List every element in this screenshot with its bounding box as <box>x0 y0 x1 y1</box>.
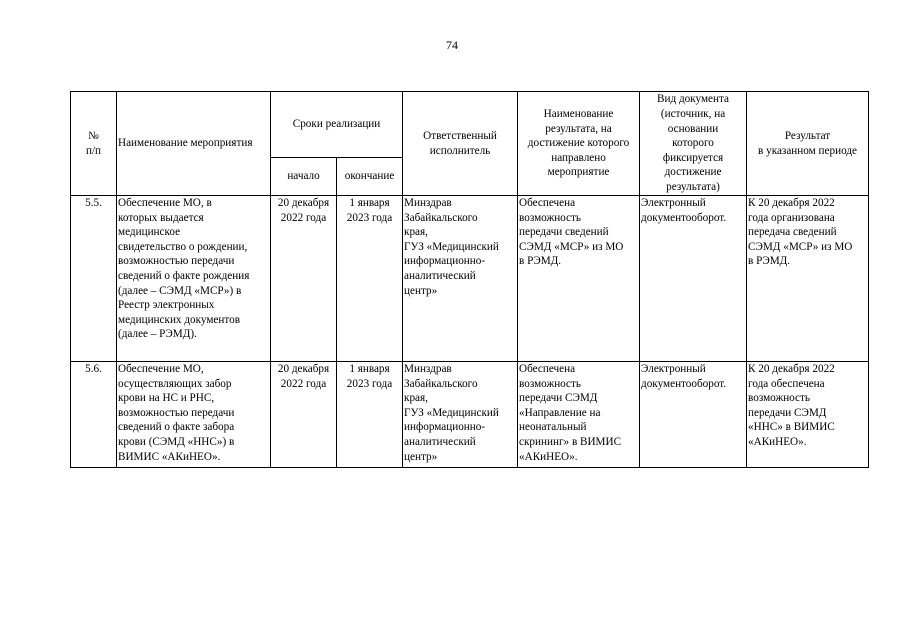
header-result-name-text: Наименование результата, на достижение которого направлено мероприятие <box>527 108 630 179</box>
header-doc-type-text: Вид документа (источник, на основании которого фиксируется достижение результата) <box>657 93 729 193</box>
cell-end: 1 января 2023 года <box>337 196 403 362</box>
cell-doc-type: Электронный документооборот. <box>640 362 747 468</box>
header-result <box>747 92 869 196</box>
header-num <box>71 92 117 196</box>
cell-name: Обеспечение МО, в которых выдается медицинское свидетельство о рождении, возможностью передачи сведений о факте рождения (далее – СЭМД «МСР») в Реестр электронных медицинских документов (далее – РЭМД). <box>117 196 271 362</box>
cell-start: 20 декабря 2022 года <box>271 196 337 362</box>
header-result-name <box>518 92 640 196</box>
cell-responsible: Минздрав Забайкальского края, ГУЗ «Медицинский информационно- аналитический центр» <box>403 362 518 468</box>
cell-doc-type: Электронный документооборот. <box>640 196 747 362</box>
cell-num: 5.5. <box>71 196 117 362</box>
header-terms-text: Сроки реализации <box>292 118 381 131</box>
header-responsible-text: Ответственный исполнитель <box>423 129 497 157</box>
cell-end: 1 января 2023 года <box>337 362 403 468</box>
cell-name: Обеспечение МО, осуществляющих забор крови на НС и РНС, возможностью передачи сведений о факте забора крови (СЭМД «ННС») в ВИМИС «АКиНЕО». <box>117 362 271 468</box>
cell-result: К 20 декабря 2022 года организована передача сведений СЭМД «МСР» из МО в РЭМД. <box>747 196 869 362</box>
header-start-text: начало <box>287 170 320 183</box>
header-terms <box>271 92 403 158</box>
cell-num: 5.6. <box>71 362 117 468</box>
table-header-row <box>71 92 869 158</box>
page-number: 74 <box>446 38 458 52</box>
header-end-text: окончание <box>344 170 395 183</box>
header-result-text: Результат в указанном периоде <box>758 129 857 157</box>
header-responsible <box>403 92 518 196</box>
table-row <box>71 196 869 362</box>
cell-responsible: Минздрав Забайкальского края, ГУЗ «Медицинский информационно- аналитический центр» <box>403 196 518 362</box>
header-name-text: Наименование мероприятия <box>118 137 253 150</box>
cell-start: 20 декабря 2022 года <box>271 362 337 468</box>
cell-result-name: Обеспечена возможность передачи сведений СЭМД «МСР» из МО в РЭМД. <box>518 196 640 362</box>
header-end <box>337 158 403 196</box>
header-name <box>117 92 271 196</box>
header-num-text: № п/п <box>85 129 102 157</box>
table-row <box>71 362 869 468</box>
cell-result-name: Обеспечена возможность передачи СЭМД «Направление на неонатальный скрининг» в ВИМИС «АКиНЕО». <box>518 362 640 468</box>
cell-result: К 20 декабря 2022 года обеспечена возможность передачи СЭМД «ННС» в ВИМИС «АКиНЕО». <box>747 362 869 468</box>
activities-table <box>70 91 869 468</box>
header-doc-type <box>640 92 747 196</box>
header-start <box>271 158 337 196</box>
